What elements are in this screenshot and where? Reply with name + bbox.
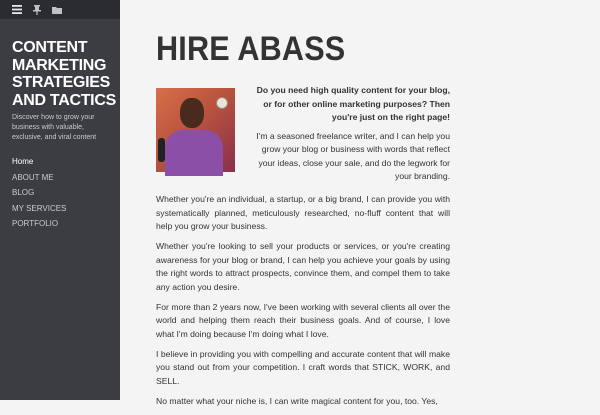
paragraph: No matter what your niche is, I can write magical content for you, too. Yes, bbox=[156, 395, 438, 406]
paragraph: Whether you're an individual, a startup, or a big brand, I can provide you with systematically planned, meticulously researched, no-fluff content that will help you grow your business. bbox=[156, 194, 450, 231]
nav-item-home[interactable]: Home bbox=[12, 157, 34, 166]
nav-item-my-services[interactable]: MY SERVICES bbox=[12, 203, 67, 213]
person-shirt bbox=[165, 130, 223, 176]
site-description: Discover how to grow your business with valuable, exclusive, and viral content bbox=[12, 114, 97, 141]
main-content bbox=[120, 0, 600, 406]
person-head bbox=[180, 98, 204, 128]
sidebar-toolbar bbox=[0, 0, 120, 19]
paragraph: Whether you're looking to sell your products or services, or you're creating awareness for your blog or brand, I can help you achieve your goals by using the right words to attract prospects, convince them, and compel them to take any action you desire. bbox=[156, 241, 450, 292]
folder-icon[interactable] bbox=[52, 5, 62, 15]
nav-item-about-me[interactable]: ABOUT ME bbox=[12, 172, 54, 182]
main-nav bbox=[12, 156, 66, 234]
paragraph: I believe in providing you with compelling and accurate content that will make you stand out from your competition. I craft words that STICK, WORK, and SELL. bbox=[156, 348, 450, 386]
intro-paragraph: I'm a seasoned freelance writer, and I can help you grow your blog or business with words that reflect your ideas, close your sale, and do the legwork for your branding. bbox=[256, 130, 450, 181]
nav-item-blog[interactable]: BLOG bbox=[12, 188, 35, 197]
intro-lead: Do you need high quality content for your blog, or for other online marketing purposes? Then you're just on the right page! bbox=[256, 85, 450, 122]
site-title[interactable]: CONTENT MARKETING STRATEGIES AND TACTICS bbox=[12, 39, 116, 109]
menu-icon[interactable] bbox=[12, 5, 22, 15]
pin-icon[interactable] bbox=[32, 5, 42, 15]
page-title: HIRE ABASS bbox=[156, 30, 346, 68]
article-body bbox=[156, 193, 450, 415]
paragraph: For more than 2 years now, I've been working with several clients all over the world and helping them reach their business goals. And of course, I love what I'm doing because I'm doing what I love. bbox=[156, 301, 450, 339]
sidebar bbox=[0, 0, 120, 400]
author-photo bbox=[156, 88, 235, 172]
intro-block bbox=[252, 84, 450, 184]
microphone bbox=[158, 138, 165, 162]
wall-clock bbox=[216, 97, 228, 109]
nav-item-portfolio[interactable]: PORTFOLIO bbox=[12, 219, 59, 228]
